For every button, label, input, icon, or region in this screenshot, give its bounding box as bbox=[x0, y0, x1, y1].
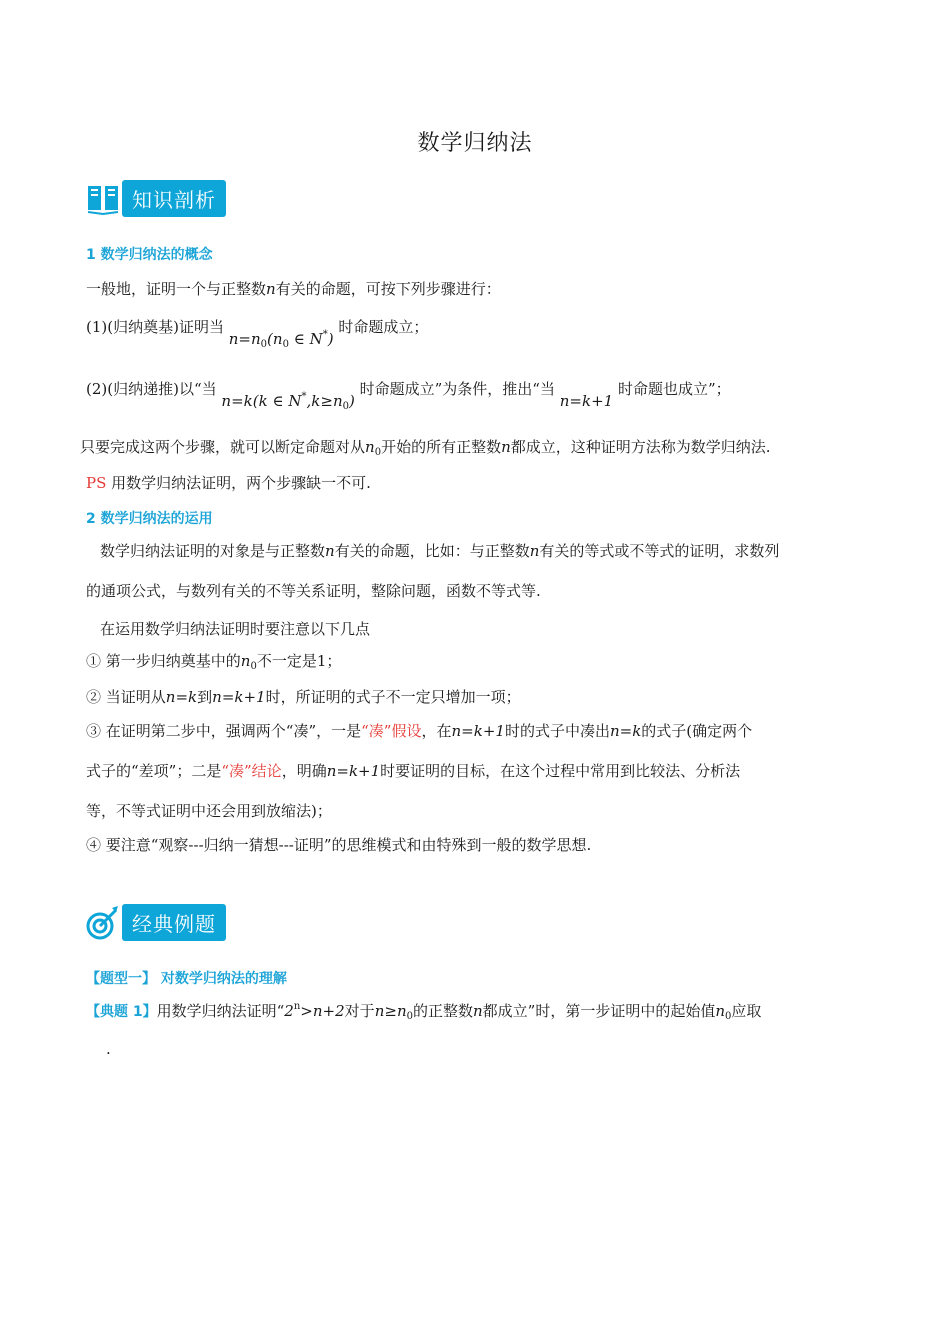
usage-item4: ④ 要注意“观察---归纳一猜想---证明”的思维模式和由特殊到一般的数学思想. bbox=[86, 836, 592, 854]
open-book-icon bbox=[86, 180, 120, 216]
example-1: 【典题 1】用数学归纳法证明“$2^n>n+2$对于$n\ge n_0$的正整数n都成立”时，第一步证明中的起始值$n_0$应取 bbox=[86, 1001, 762, 1022]
usage-p1-cont: 的通项公式，与数列有关的不等关系证明，整除问题，函数不等式等. bbox=[86, 582, 541, 600]
answer-blank: . bbox=[106, 1040, 111, 1058]
section-label: 知识剖析 bbox=[122, 180, 226, 217]
section-banner-knowledge bbox=[86, 178, 226, 218]
ps-note: PS 用数学归纳法证明，两个步骤缺一不可. bbox=[86, 474, 371, 492]
step2: (2)(归纳递推)以“当 n=k(k ∈ $N^*,k\ge n_0$) 时命题成立”为条件，推出“当 n=k+1 时命题也成立”； bbox=[86, 380, 731, 412]
usage-p2: 在运用数学归纳法证明时要注意以下几点 bbox=[100, 620, 371, 638]
step1: (1)(归纳奠基)证明当 $n=n_0(n_0$ ∈ N*) 时命题成立； bbox=[86, 318, 429, 350]
usage-item3-end: 等，不等式证明中还会用到放缩法)； bbox=[86, 802, 332, 820]
section-banner-examples bbox=[86, 902, 226, 942]
page-title: 数学归纳法 bbox=[417, 131, 533, 156]
usage-item3: ③ 在证明第二步中，强调两个“凑”，一是“凑”假设，在n=k+1时的式子中凑出n=k的式子(确定两个 bbox=[86, 722, 753, 740]
usage-heading: 2 数学归纳法的运用 bbox=[86, 511, 213, 527]
conclusion: 只要完成这两个步骤，就可以断定命题对从$n_0$开始的所有正整数n都成立，这种证明方法称为数学归纳法. bbox=[80, 438, 771, 458]
concept-intro: 一般地，证明一个与正整数n有关的命题，可按下列步骤进行： bbox=[86, 280, 501, 298]
target-icon bbox=[86, 904, 120, 940]
usage-item3-cont: 式子的“差项”；二是“凑”结论，明确n=k+1时要证明的目标，在这个过程中常用到比较法、分析法 bbox=[86, 762, 741, 780]
usage-item1: ① 第一步归纳奠基中的$n_0$不一定是1； bbox=[86, 652, 342, 672]
question-type-heading: 【题型一】 对数学归纳法的理解 bbox=[86, 971, 287, 987]
concept-heading: 1 数学归纳法的概念 bbox=[86, 247, 213, 263]
section-label: 经典例题 bbox=[122, 904, 226, 941]
usage-item2: ② 当证明从n=k到n=k+1时，所证明的式子不一定只增加一项； bbox=[86, 688, 521, 706]
usage-p1: 数学归纳法证明的对象是与正整数n有关的命题，比如：与正整数n有关的等式或不等式的证明，求数列 bbox=[100, 542, 780, 560]
